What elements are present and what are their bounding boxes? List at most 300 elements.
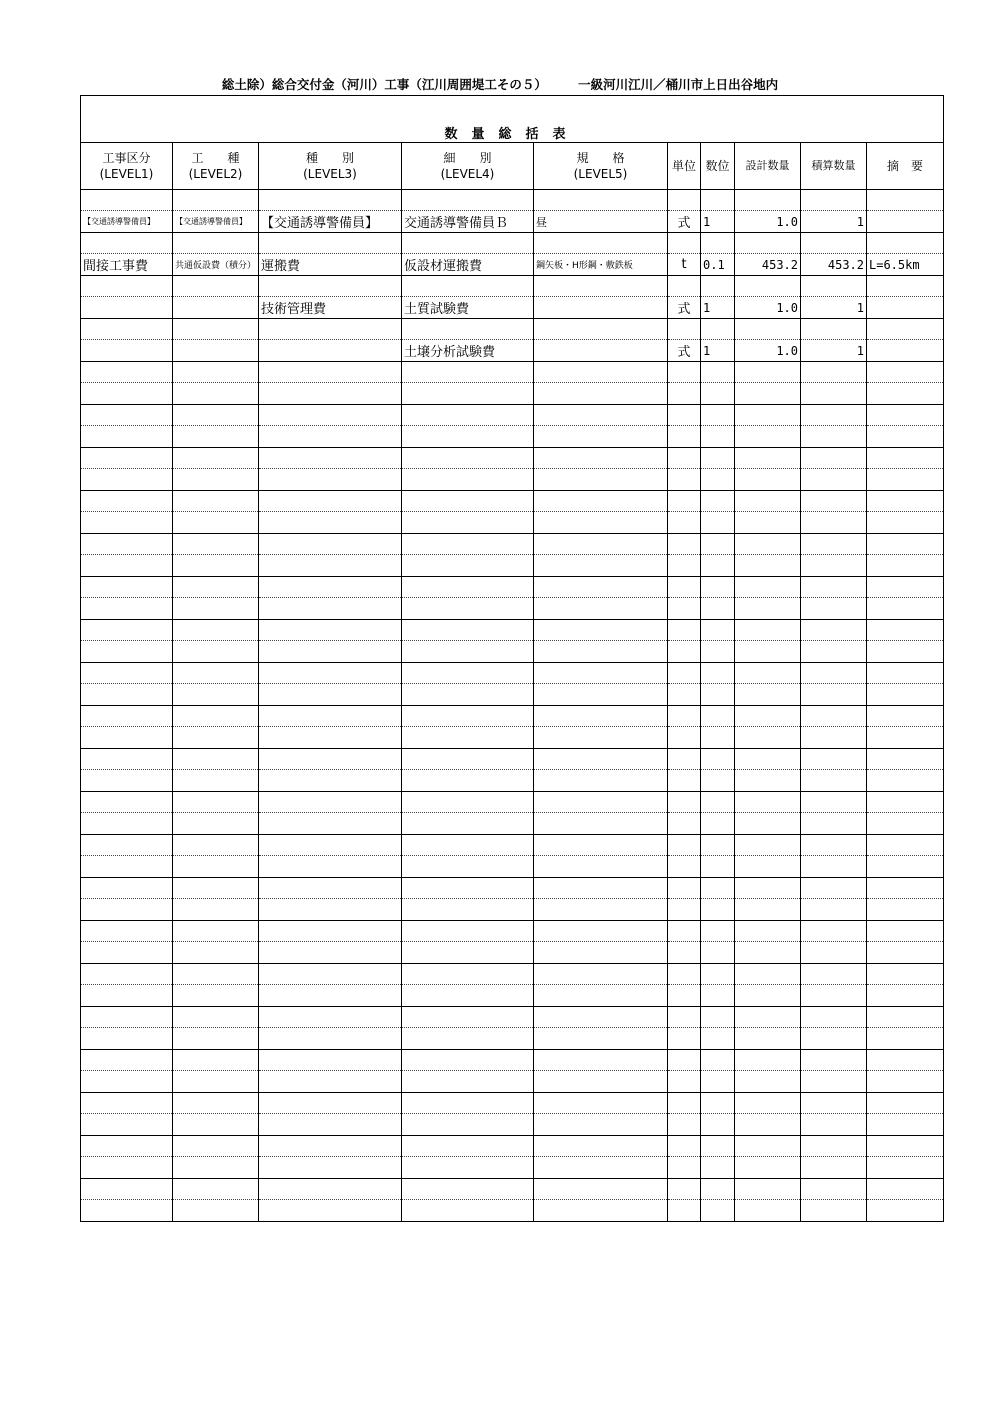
spacer-cell [735, 663, 801, 684]
spacer-cell [81, 1179, 173, 1200]
digits-cell [701, 555, 735, 577]
spacer-cell [81, 491, 173, 512]
level1-cell: 間接工事費 [81, 254, 173, 276]
level3-cell [259, 1114, 402, 1136]
level4-cell [402, 856, 534, 878]
remarks-cell [867, 985, 944, 1007]
spacer-cell [701, 448, 735, 469]
spacer-cell [534, 233, 668, 254]
table-row [81, 1157, 944, 1179]
remarks-cell [867, 598, 944, 620]
calc-qty-cell [801, 1028, 867, 1050]
remarks-cell [867, 1157, 944, 1179]
table-row-spacer [81, 1007, 944, 1028]
spacer-cell [668, 964, 701, 985]
table-row-spacer [81, 577, 944, 598]
level4-cell [402, 383, 534, 405]
spacer-cell [81, 706, 173, 727]
design-qty-cell: 1.0 [735, 340, 801, 362]
remarks-cell [867, 426, 944, 448]
spacer-cell [259, 319, 402, 340]
spacer-cell [259, 964, 402, 985]
calc-qty-cell [801, 426, 867, 448]
spacer-cell [259, 190, 402, 211]
level4-cell [402, 641, 534, 663]
design-qty-cell: 1.0 [735, 297, 801, 319]
spacer-cell [173, 792, 259, 813]
table-row-spacer [81, 1179, 944, 1200]
spacer-cell [867, 1050, 944, 1071]
spacer-cell [867, 835, 944, 856]
spacer-cell [735, 878, 801, 899]
level5-cell [534, 942, 668, 964]
level5-cell [534, 1071, 668, 1093]
calc-qty-cell: 1 [801, 340, 867, 362]
spacer-cell [801, 233, 867, 254]
spacer-cell [259, 663, 402, 684]
spacer-cell [735, 319, 801, 340]
digits-cell [701, 856, 735, 878]
document-title: 総土除）総合交付金（河川）工事（江川周囲堤工その５） 一級河川江川／桶川市上日出谷地内 [221, 77, 779, 92]
quantity-summary-table [80, 95, 944, 1222]
spacer-cell [668, 577, 701, 598]
spacer-cell [173, 1050, 259, 1071]
table-row-spacer [81, 233, 944, 254]
header-level4: 細 別 (LEVEL4) [402, 143, 534, 190]
spacer-cell [867, 1007, 944, 1028]
table-row [81, 770, 944, 792]
table-row-spacer [81, 1050, 944, 1071]
spacer-cell [173, 878, 259, 899]
table-row-spacer [81, 835, 944, 856]
level5-cell [534, 899, 668, 921]
table-row-spacer [81, 491, 944, 512]
spacer-cell [81, 534, 173, 555]
level4-cell [402, 899, 534, 921]
calc-qty-cell [801, 1157, 867, 1179]
digits-cell [701, 1028, 735, 1050]
spacer-cell [867, 964, 944, 985]
design-qty-cell [735, 1157, 801, 1179]
level4-cell [402, 1114, 534, 1136]
calc-qty-cell [801, 684, 867, 706]
spacer-cell [801, 405, 867, 426]
calc-qty-cell [801, 1200, 867, 1222]
header-row [81, 143, 944, 190]
level1-cell [81, 985, 173, 1007]
spacer-cell [402, 1136, 534, 1157]
level3-cell [259, 469, 402, 491]
spacer-cell [259, 1093, 402, 1114]
spacer-cell [701, 577, 735, 598]
table-row [81, 727, 944, 749]
table-title: 数量総括表 [81, 96, 944, 143]
unit-cell [668, 1200, 701, 1222]
table-row [81, 254, 944, 276]
spacer-cell [668, 1136, 701, 1157]
remarks-cell [867, 1200, 944, 1222]
design-qty-cell [735, 985, 801, 1007]
calc-qty-cell [801, 813, 867, 835]
digits-cell [701, 641, 735, 663]
spacer-cell [259, 276, 402, 297]
unit-cell [668, 770, 701, 792]
calc-qty-cell [801, 856, 867, 878]
spacer-cell [259, 792, 402, 813]
spacer-cell [701, 1179, 735, 1200]
spacer-cell [402, 964, 534, 985]
spacer-cell [801, 362, 867, 383]
design-qty-cell [735, 1071, 801, 1093]
spacer-cell [81, 878, 173, 899]
spacer-cell [173, 534, 259, 555]
design-qty-cell [735, 813, 801, 835]
spacer-cell [81, 1007, 173, 1028]
spacer-cell [801, 1136, 867, 1157]
remarks-cell [867, 899, 944, 921]
level4-cell [402, 1200, 534, 1222]
remarks-cell [867, 340, 944, 362]
digits-cell [701, 942, 735, 964]
design-qty-cell: 453.2 [735, 254, 801, 276]
level1-cell [81, 684, 173, 706]
spacer-cell [701, 1050, 735, 1071]
spacer-cell [735, 1007, 801, 1028]
spacer-cell [867, 1136, 944, 1157]
spacer-cell [735, 577, 801, 598]
spacer-cell [402, 577, 534, 598]
level4-cell [402, 1157, 534, 1179]
level3-cell [259, 340, 402, 362]
unit-cell [668, 469, 701, 491]
spacer-cell [173, 319, 259, 340]
spacer-cell [867, 233, 944, 254]
spacer-cell [801, 792, 867, 813]
header-level3: 種 別 (LEVEL3) [259, 143, 402, 190]
spacer-cell [735, 964, 801, 985]
remarks-cell: L=6.5km [867, 254, 944, 276]
unit-cell [668, 1071, 701, 1093]
spacer-cell [867, 448, 944, 469]
level3-cell [259, 899, 402, 921]
level4-cell [402, 1071, 534, 1093]
spacer-cell [668, 534, 701, 555]
spacer-cell [867, 1093, 944, 1114]
spacer-cell [701, 835, 735, 856]
spacer-cell [668, 233, 701, 254]
spacer-cell [259, 1050, 402, 1071]
level2-cell: 共通仮設費（積分） [173, 254, 259, 276]
spacer-cell [701, 405, 735, 426]
spacer-cell [259, 1136, 402, 1157]
level2-cell [173, 598, 259, 620]
spacer-cell [735, 706, 801, 727]
calc-qty-cell [801, 598, 867, 620]
level3-cell [259, 770, 402, 792]
spacer-cell [81, 792, 173, 813]
unit-cell: 式 [668, 211, 701, 233]
level3-cell [259, 1028, 402, 1050]
spacer-cell [668, 1179, 701, 1200]
spacer-cell [81, 190, 173, 211]
digits-cell [701, 684, 735, 706]
level2-cell [173, 985, 259, 1007]
calc-qty-cell [801, 641, 867, 663]
spacer-cell [701, 1136, 735, 1157]
unit-cell [668, 555, 701, 577]
spacer-cell [867, 405, 944, 426]
table-row-spacer [81, 276, 944, 297]
level2-cell [173, 1028, 259, 1050]
spacer-cell [81, 1093, 173, 1114]
level1-cell [81, 555, 173, 577]
spacer-cell [701, 362, 735, 383]
spacer-cell [801, 491, 867, 512]
spacer-cell [81, 319, 173, 340]
spacer-cell [735, 749, 801, 770]
spacer-cell [534, 964, 668, 985]
level2-cell [173, 383, 259, 405]
spacer-cell [867, 362, 944, 383]
spacer-cell [81, 835, 173, 856]
digits-cell [701, 598, 735, 620]
unit-cell [668, 899, 701, 921]
table-row [81, 383, 944, 405]
remarks-cell [867, 555, 944, 577]
level5-cell [534, 1114, 668, 1136]
spacer-cell [173, 233, 259, 254]
level5-cell [534, 727, 668, 749]
spacer-cell [668, 276, 701, 297]
remarks-cell [867, 1028, 944, 1050]
spacer-cell [735, 405, 801, 426]
level5-cell [534, 512, 668, 534]
spacer-cell [534, 792, 668, 813]
level4-cell [402, 813, 534, 835]
spacer-cell [81, 448, 173, 469]
table-row [81, 469, 944, 491]
level4-cell [402, 555, 534, 577]
level5-cell [534, 426, 668, 448]
level3-cell [259, 555, 402, 577]
table-row-spacer [81, 921, 944, 942]
table-row [81, 985, 944, 1007]
table-row [81, 641, 944, 663]
spacer-cell [735, 448, 801, 469]
unit-cell [668, 426, 701, 448]
design-qty-cell [735, 1028, 801, 1050]
level3-cell [259, 1157, 402, 1179]
spacer-cell [668, 835, 701, 856]
spacer-cell [735, 620, 801, 641]
level2-cell [173, 340, 259, 362]
calc-qty-cell [801, 727, 867, 749]
calc-qty-cell [801, 1114, 867, 1136]
level2-cell [173, 942, 259, 964]
level4-cell: 土壌分析試験費 [402, 340, 534, 362]
level4-cell [402, 770, 534, 792]
spacer-cell [173, 620, 259, 641]
table-row-spacer [81, 878, 944, 899]
digits-cell: 0.1 [701, 254, 735, 276]
spacer-cell [801, 964, 867, 985]
calc-qty-cell [801, 383, 867, 405]
spacer-cell [81, 362, 173, 383]
spacer-cell [735, 276, 801, 297]
spacer-cell [173, 706, 259, 727]
spacer-cell [534, 1179, 668, 1200]
spacer-cell [402, 749, 534, 770]
spacer-cell [173, 921, 259, 942]
spacer-cell [668, 405, 701, 426]
digits-cell [701, 985, 735, 1007]
level2-cell [173, 297, 259, 319]
header-digits: 数位 [701, 143, 735, 190]
spacer-cell [81, 663, 173, 684]
level3-cell [259, 426, 402, 448]
spacer-cell [259, 749, 402, 770]
spacer-cell [867, 534, 944, 555]
spacer-cell [402, 534, 534, 555]
design-qty-cell [735, 383, 801, 405]
spacer-cell [534, 276, 668, 297]
level2-cell [173, 1071, 259, 1093]
table-row-spacer [81, 964, 944, 985]
level4-cell [402, 985, 534, 1007]
header-level1: 工事区分 (LEVEL1) [81, 143, 173, 190]
level5-cell [534, 555, 668, 577]
spacer-cell [402, 1179, 534, 1200]
table-row [81, 1028, 944, 1050]
spacer-cell [735, 1136, 801, 1157]
digits-cell [701, 899, 735, 921]
spacer-cell [668, 1050, 701, 1071]
spacer-cell [259, 1179, 402, 1200]
spacer-cell [668, 319, 701, 340]
level1-cell [81, 297, 173, 319]
digits-cell [701, 770, 735, 792]
level2-cell [173, 727, 259, 749]
spacer-cell [534, 878, 668, 899]
spacer-cell [801, 663, 867, 684]
table-row [81, 211, 944, 233]
spacer-cell [534, 1007, 668, 1028]
spacer-cell [668, 190, 701, 211]
design-qty-cell [735, 1114, 801, 1136]
spacer-cell [402, 1007, 534, 1028]
level3-cell: 【交通誘導警備員】 [259, 211, 402, 233]
level4-cell [402, 598, 534, 620]
level2-cell [173, 684, 259, 706]
spacer-cell [259, 577, 402, 598]
level3-cell [259, 512, 402, 534]
spacer-cell [534, 362, 668, 383]
spacer-cell [701, 190, 735, 211]
spacer-cell [867, 706, 944, 727]
digits-cell [701, 469, 735, 491]
spacer-cell [801, 1179, 867, 1200]
spacer-cell [801, 706, 867, 727]
table-row [81, 555, 944, 577]
spacer-cell [402, 405, 534, 426]
spacer-cell [534, 663, 668, 684]
spacer-cell [735, 1050, 801, 1071]
spacer-cell [668, 792, 701, 813]
digits-cell: 1 [701, 211, 735, 233]
table-row-spacer [81, 319, 944, 340]
level2-cell: 【交通誘導警備員】 [173, 211, 259, 233]
spacer-cell [402, 706, 534, 727]
spacer-cell [801, 577, 867, 598]
spacer-cell [668, 663, 701, 684]
spacer-cell [534, 921, 668, 942]
level5-cell [534, 340, 668, 362]
level1-cell [81, 856, 173, 878]
spacer-cell [173, 964, 259, 985]
unit-cell [668, 512, 701, 534]
calc-qty-cell [801, 942, 867, 964]
level2-cell [173, 512, 259, 534]
spacer-cell [259, 620, 402, 641]
spacer-cell [701, 491, 735, 512]
table-row-spacer [81, 792, 944, 813]
table-row [81, 1200, 944, 1222]
level4-cell: 仮設材運搬費 [402, 254, 534, 276]
level3-cell: 運搬費 [259, 254, 402, 276]
level5-cell [534, 856, 668, 878]
level1-cell [81, 598, 173, 620]
level1-cell [81, 942, 173, 964]
spacer-cell [534, 1136, 668, 1157]
table-row-spacer [81, 620, 944, 641]
level5-cell [534, 985, 668, 1007]
spacer-cell [173, 1093, 259, 1114]
table-row [81, 856, 944, 878]
unit-cell [668, 598, 701, 620]
unit-cell [668, 985, 701, 1007]
spacer-cell [735, 233, 801, 254]
level2-cell [173, 469, 259, 491]
calc-qty-cell: 1 [801, 297, 867, 319]
digits-cell [701, 1200, 735, 1222]
unit-cell [668, 727, 701, 749]
spacer-cell [259, 233, 402, 254]
level5-cell [534, 383, 668, 405]
level5-cell [534, 1028, 668, 1050]
spacer-cell [81, 620, 173, 641]
level3-cell [259, 1071, 402, 1093]
spacer-cell [701, 233, 735, 254]
spacer-cell [173, 448, 259, 469]
digits-cell: 1 [701, 340, 735, 362]
spacer-cell [801, 749, 867, 770]
remarks-cell [867, 297, 944, 319]
design-qty-cell [735, 598, 801, 620]
spacer-cell [402, 362, 534, 383]
level2-cell [173, 1200, 259, 1222]
spacer-cell [867, 620, 944, 641]
spacer-cell [735, 362, 801, 383]
design-qty-cell [735, 469, 801, 491]
header-level5: 規 格 (LEVEL5) [534, 143, 668, 190]
design-qty-cell [735, 1200, 801, 1222]
spacer-cell [402, 878, 534, 899]
spacer-cell [867, 319, 944, 340]
spacer-cell [701, 276, 735, 297]
spacer-cell [81, 1136, 173, 1157]
spacer-cell [402, 448, 534, 469]
remarks-cell [867, 770, 944, 792]
